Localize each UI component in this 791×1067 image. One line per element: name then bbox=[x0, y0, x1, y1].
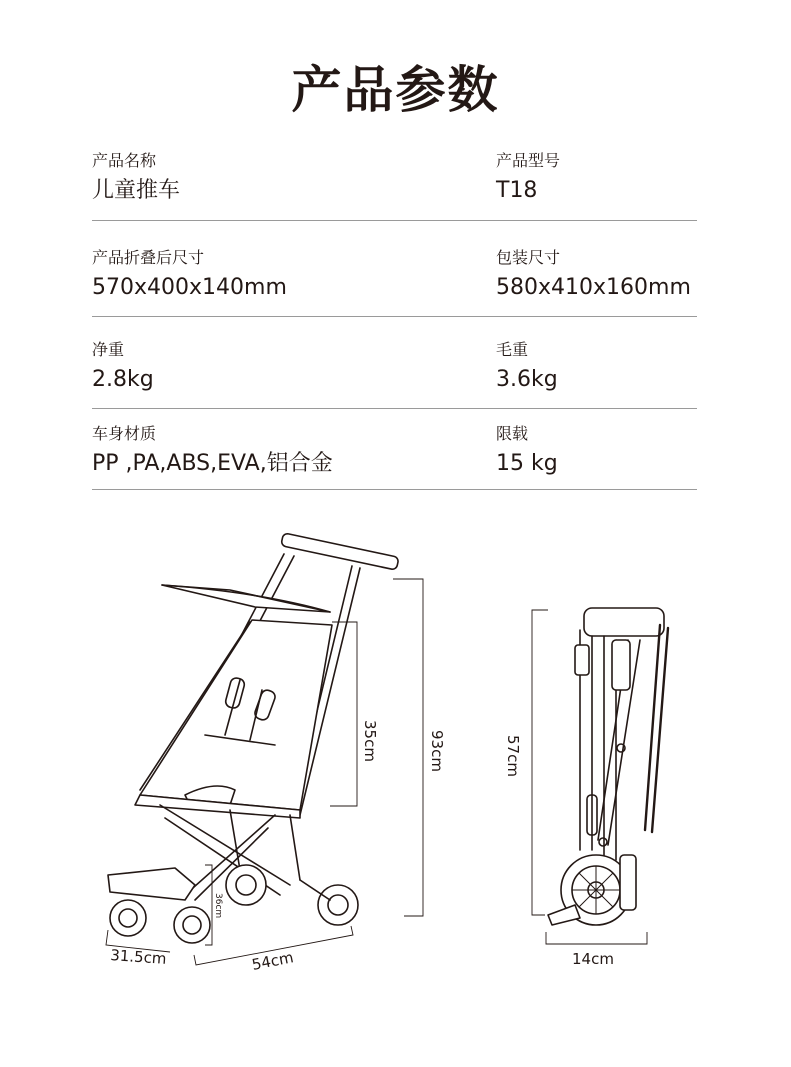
spec-label: 产品折叠后尺寸 bbox=[92, 248, 205, 267]
spec-label: 产品型号 bbox=[496, 151, 561, 170]
dim-seat-depth: 36cm bbox=[213, 893, 223, 919]
stroller-open-illustration bbox=[108, 533, 399, 943]
spec-value: T18 bbox=[496, 178, 538, 203]
spec-value: 2.8kg bbox=[92, 367, 154, 392]
spec-label: 包装尺寸 bbox=[496, 248, 561, 267]
spec-value: 580x410x160mm bbox=[496, 275, 691, 300]
spec-label: 毛重 bbox=[496, 340, 529, 359]
spec-value: 15 kg bbox=[496, 451, 558, 476]
spec-value: 儿童推车 bbox=[92, 178, 181, 203]
spec-value: PP ,PA,ABS,EVA,铝合金 bbox=[92, 451, 333, 476]
dim-seat-height: 35cm bbox=[361, 720, 379, 762]
stroller-folded-illustration bbox=[548, 608, 668, 925]
spec-value: 3.6kg bbox=[496, 367, 558, 392]
page-title: 产品参数 bbox=[291, 61, 500, 119]
spec-label: 车身材质 bbox=[92, 424, 157, 443]
dim-folded-width: 14cm bbox=[572, 950, 614, 968]
spec-label: 产品名称 bbox=[92, 151, 157, 170]
dim-length: 54cm bbox=[250, 948, 295, 974]
dim-folded-height: 57cm bbox=[504, 735, 522, 777]
dim-total-height: 93cm bbox=[428, 730, 446, 772]
spec-label: 限载 bbox=[496, 424, 529, 443]
spec-value: 570x400x140mm bbox=[92, 275, 287, 300]
dim-width: 31.5cm bbox=[109, 946, 168, 968]
spec-label: 净重 bbox=[92, 340, 125, 359]
